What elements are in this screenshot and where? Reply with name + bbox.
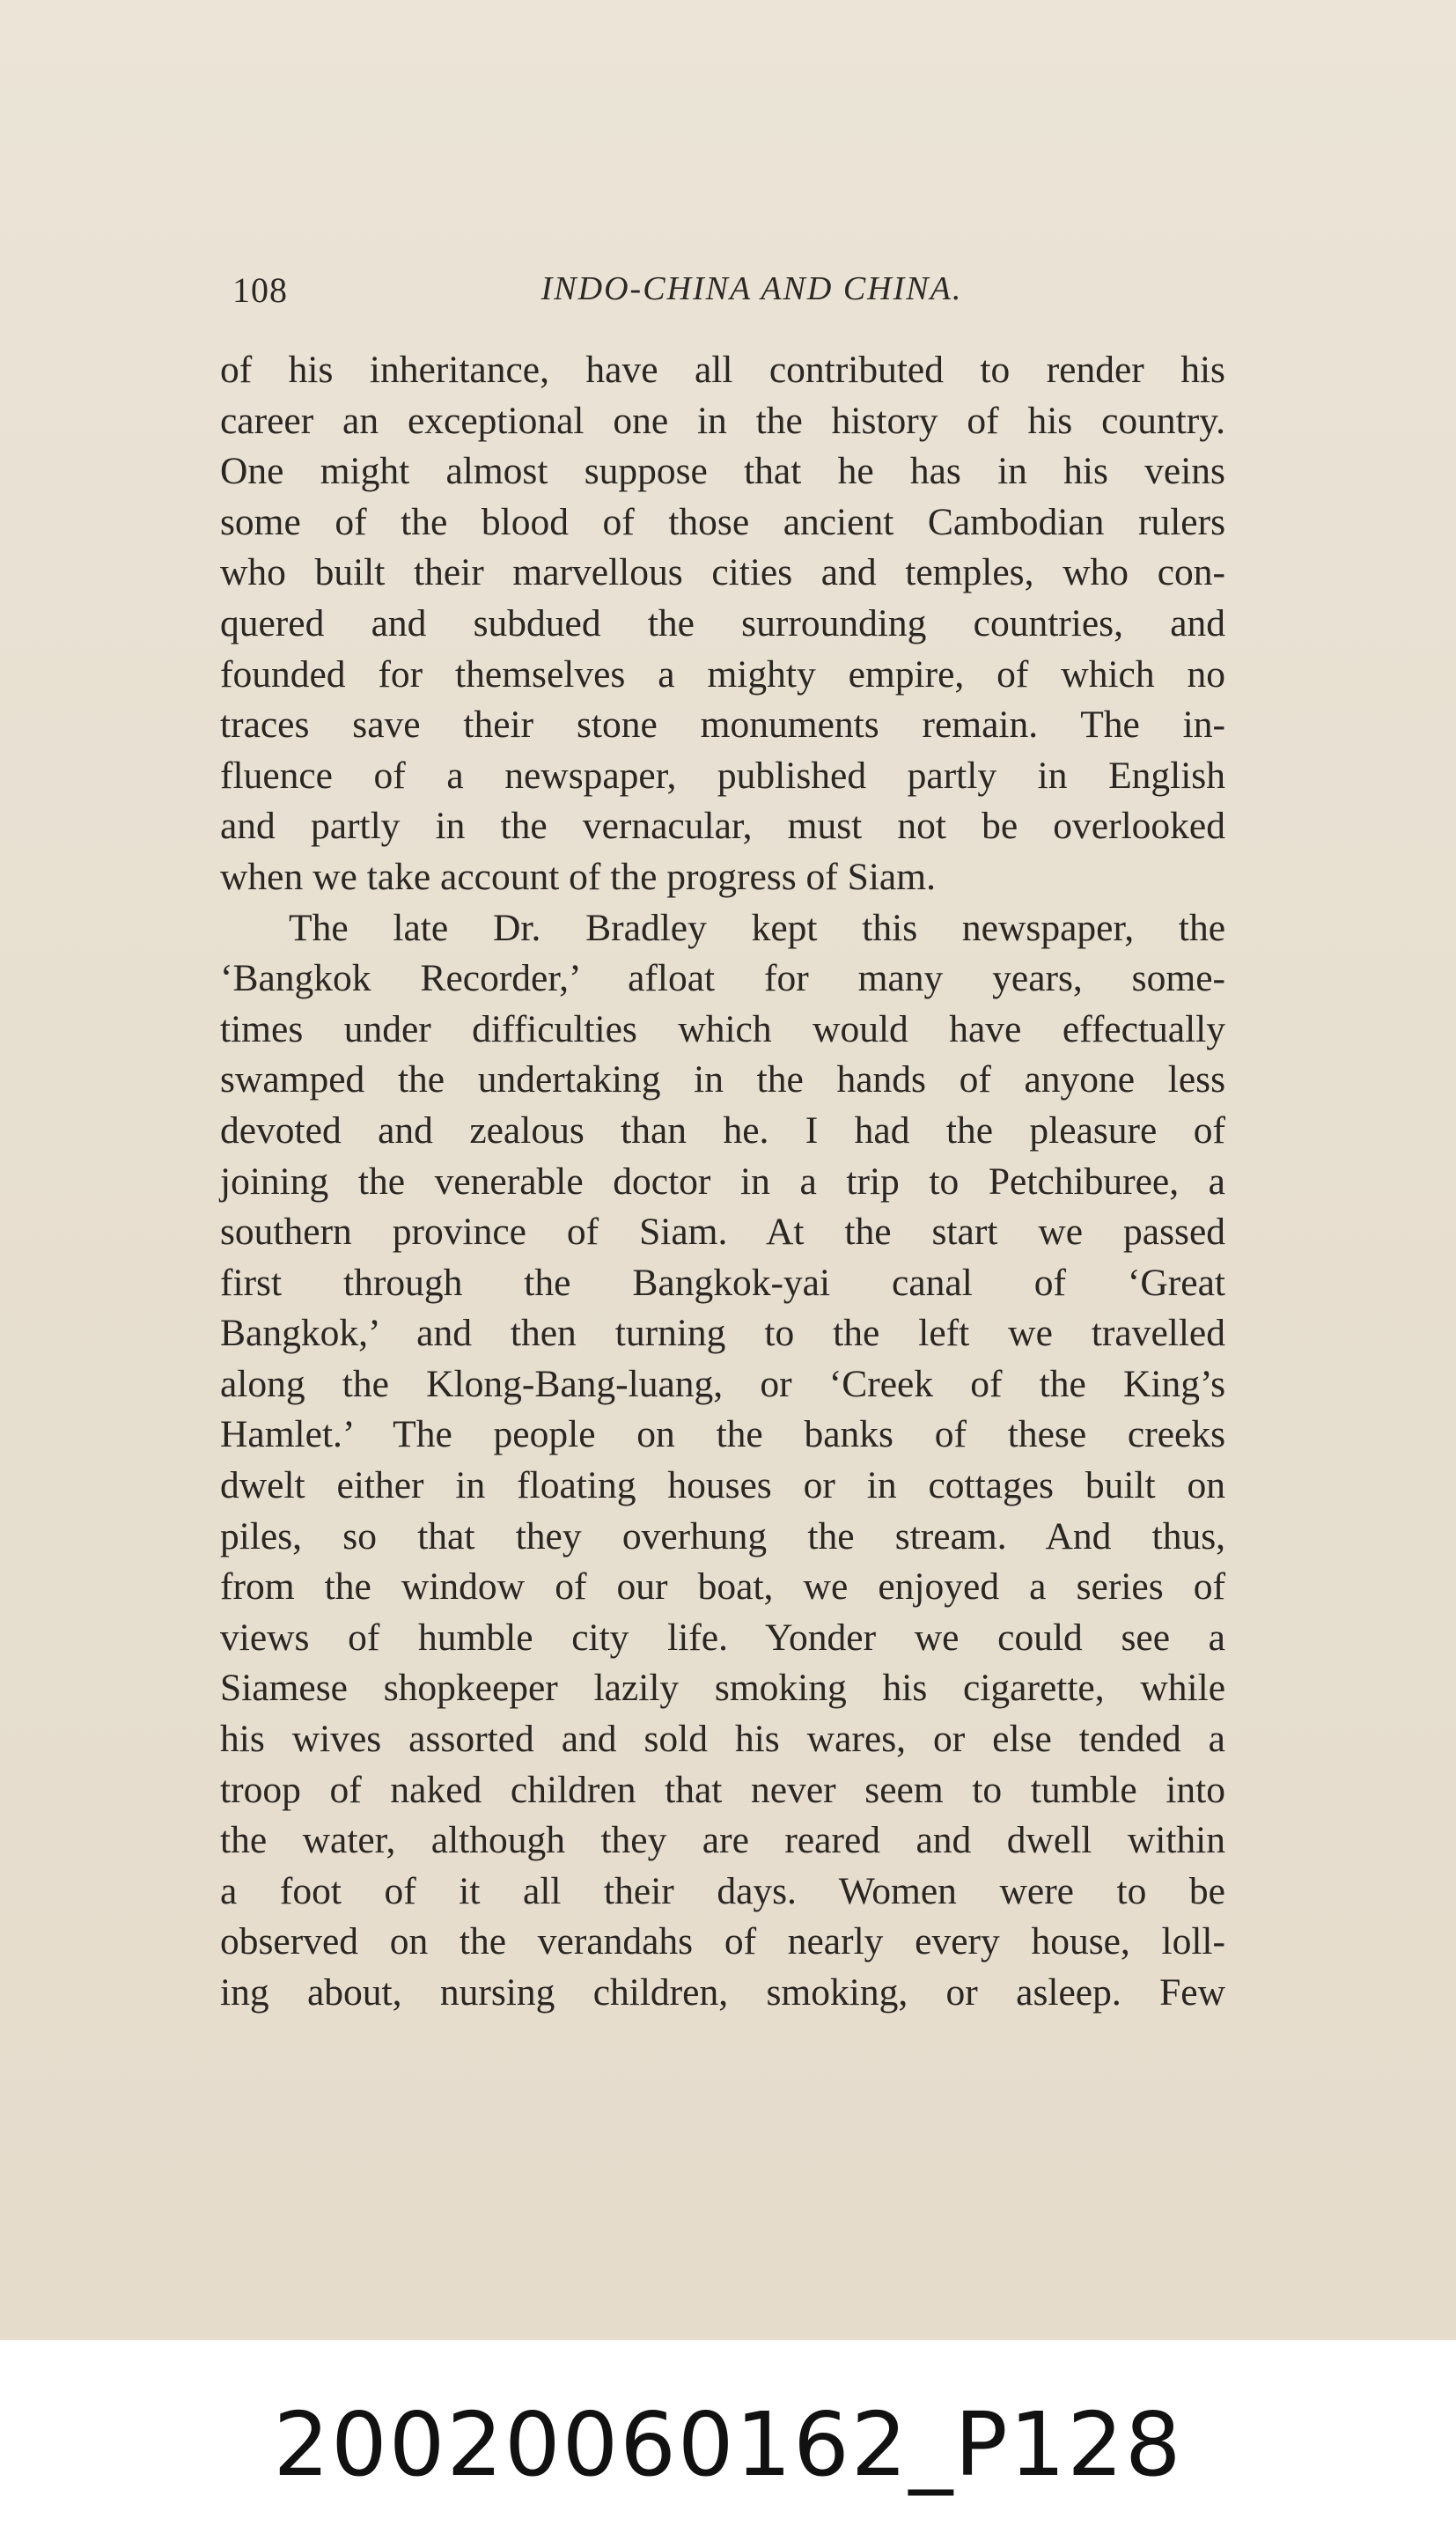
page-header [231, 269, 1220, 319]
text-line: views of humble city life. Yonder we could see a [220, 1616, 1225, 1659]
text-line: One might almost suppose that he has in his veins [220, 450, 1225, 493]
text-line: fluence of a newspaper, published partly in English [220, 754, 1225, 797]
text-line: devoted and zealous than he. I had the pleasure of [220, 1108, 1225, 1152]
text-line: observed on the verandahs of nearly every house, loll- [220, 1920, 1225, 1963]
text-line: traces save their stone monuments remain. The in- [220, 703, 1225, 747]
text-line: from the window of our boat, we enjoyed a series of [220, 1565, 1225, 1609]
text-line: ing about, nursing children, smoking, or asleep. Few [220, 1971, 1225, 2014]
scan-identifier: 20020060162_P128 [273, 2393, 1183, 2496]
text-line: troop of naked children that never seem to tumble into [220, 1768, 1225, 1811]
body-text [220, 345, 1225, 2019]
text-line: The late Dr. Bradley kept this newspaper, the [289, 906, 1225, 949]
text-line: Siamese shopkeeper lazily smoking his cigarette, while [220, 1667, 1225, 1710]
text-line: ‘Bangkok Recorder,’ afloat for many years, some- [220, 957, 1225, 1000]
text-line: joining the venerable doctor in a trip to Petchiburee, a [220, 1160, 1225, 1203]
text-line: along the Klong-Bang-luang, or ‘Creek of the King’s [220, 1362, 1225, 1405]
text-line: swamped the undertaking in the hands of anyone less [220, 1058, 1225, 1101]
text-line: the water, although they are reared and dwell within [220, 1819, 1225, 1862]
text-line: quered and subdued the surrounding countries, and [220, 601, 1225, 644]
text-line: who built their marvellous cities and temples, who con- [220, 551, 1225, 594]
paragraph-1 [220, 345, 1225, 903]
text-line: career an exceptional one in the history of his country. [220, 399, 1225, 442]
text-line: when we take account of the progress of Siam. [220, 855, 936, 898]
text-line: founded for themselves a mighty empire, of which no [220, 652, 1225, 696]
text-line: first through the Bangkok-yai canal of ‘Great [220, 1261, 1225, 1304]
paragraph-2 [220, 903, 1225, 2019]
text-line: southern province of Siam. At the start we passed [220, 1211, 1225, 1254]
text-line: his wives assorted and sold his wares, or else tended a [220, 1718, 1225, 1761]
text-line: Bangkok,’ and then turning to the left we travelled [220, 1312, 1225, 1355]
text-line: and partly in the vernacular, must not be overlooked [220, 805, 1225, 848]
scan-footer [0, 2340, 1456, 2548]
text-line: times under difficulties which would have effectually [220, 1007, 1225, 1050]
text-line: a foot of it all their days. Women were to be [220, 1869, 1225, 1912]
text-line: of his inheritance, have all contributed to render his [220, 349, 1225, 391]
text-line: dwelt either in floating houses or in cottages built on [220, 1464, 1225, 1507]
text-line: Hamlet.’ The people on the banks of these creeks [220, 1413, 1225, 1456]
text-line: piles, so that they overhung the stream. And thus, [220, 1514, 1225, 1558]
running-title: INDO-CHINA AND CHINA. [540, 270, 963, 307]
text-line: some of the blood of those ancient Cambodian rulers [220, 500, 1225, 543]
page-number: 108 [232, 270, 288, 310]
